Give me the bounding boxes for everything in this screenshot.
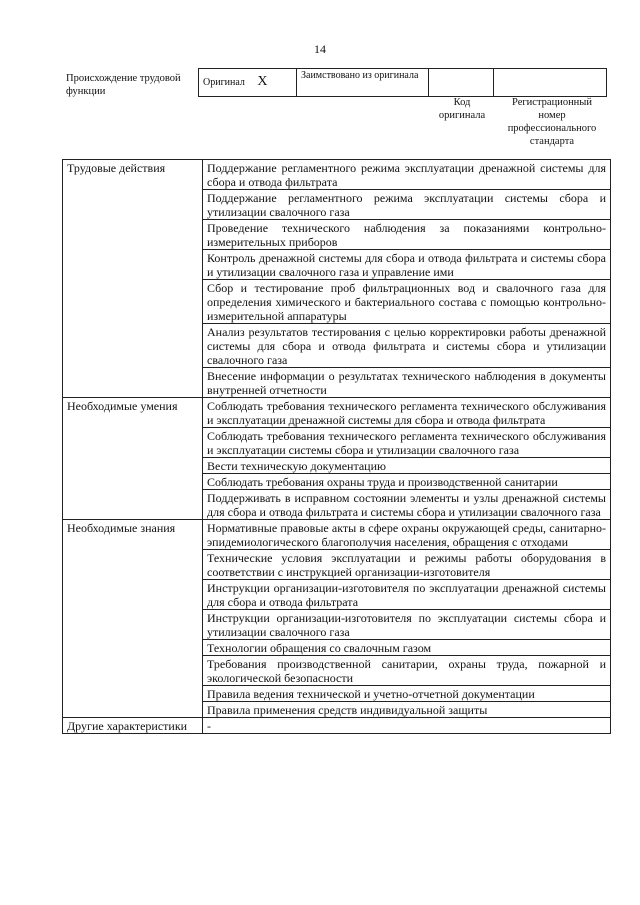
table-row xyxy=(63,398,611,428)
table-row xyxy=(63,520,611,550)
section-item: Поддержание регламентного режима эксплуатации дренажной системы для сбора и отвода фильтрата xyxy=(203,160,611,190)
section-item: Контроль дренажной системы для сбора и отвода фильтрата и системы сбора и утилизации свалочного газа и управление ими xyxy=(203,250,611,280)
section-heading: Другие характеристики xyxy=(63,718,203,734)
section-item: Соблюдать требования охраны труда и производственной санитарии xyxy=(203,474,611,490)
reg-caption: Регистрационный номер профессионального стандарта xyxy=(507,97,597,147)
page-number: 14 xyxy=(314,42,326,56)
section-heading: Трудовые действия xyxy=(63,160,203,398)
section-item: Внесение информации о результатах технического наблюдения в документы внутренней отчетности xyxy=(203,368,611,398)
section-item: Поддерживать в исправном состоянии элементы и узлы дренажной системы для сбора и отвода фильтрата и системы сбора и утилизации свалочного газа xyxy=(203,490,611,520)
borrowed-cell: Заимствовано из оригинала xyxy=(297,69,429,97)
reg-number-cell xyxy=(494,69,607,97)
code-caption: Код оригинала xyxy=(438,97,486,121)
original-cell xyxy=(199,69,297,97)
original-mark: X xyxy=(257,74,268,89)
original-label: Оригинал xyxy=(203,77,245,88)
section-item: Технологии обращения со свалочным газом xyxy=(203,640,611,656)
section-item: Инструкции организации-изготовителя по эксплуатации системы сбора и утилизации свалочного газа xyxy=(203,610,611,640)
section-item: Анализ результатов тестирования с целью корректировки работы дренажной системы для сбора и отвода фильтрата и системы сбора и утилизации свалочного газа xyxy=(203,324,611,368)
section-item: Вести техническую документацию xyxy=(203,458,611,474)
section-item: Соблюдать требования технического регламента технического обслуживания и эксплуатации системы сбора и утилизации свалочного газа xyxy=(203,428,611,458)
section-item: Требования производственной санитарии, охраны труда, пожарной и экологической безопасности xyxy=(203,656,611,686)
section-item: Нормативные правовые акты в сфере охраны окружающей среды, санитарно-эпидемиологического благополучия населения, обращения с отходами xyxy=(203,520,611,550)
origin-table xyxy=(198,68,607,97)
table-row xyxy=(63,718,611,734)
section-item: Инструкции организации-изготовителя по эксплуатации дренажной системы для сбора и отвода фильтрата xyxy=(203,580,611,610)
section-heading: Необходимые умения xyxy=(63,398,203,520)
origin-label: Происхождение трудовой функции xyxy=(66,73,181,97)
section-item: Правила применения средств индивидуальной защиты xyxy=(203,702,611,718)
labor-function-table xyxy=(62,159,611,734)
section-item: - xyxy=(203,718,611,734)
section-item: Сбор и тестирование проб фильтрационных вод и свалочного газа для определения химического и бактериального состава с помощью контрольно-измерительной аппаратуры xyxy=(203,280,611,324)
section-item: Технические условия эксплуатации и режимы работы оборудования в соответствии с инструкцией организации-изготовителя xyxy=(203,550,611,580)
section-item: Правила ведения технической и учетно-отчетной документации xyxy=(203,686,611,702)
section-heading: Необходимые знания xyxy=(63,520,203,718)
section-item: Соблюдать требования технического регламента технического обслуживания и эксплуатации дренажной системы для сбора и отвода фильтрата xyxy=(203,398,611,428)
section-item: Поддержание регламентного режима эксплуатации системы сбора и утилизации свалочного газа xyxy=(203,190,611,220)
table-row xyxy=(63,160,611,190)
section-item: Проведение технического наблюдения за показаниями контрольно-измерительных приборов xyxy=(203,220,611,250)
code-cell xyxy=(429,69,494,97)
